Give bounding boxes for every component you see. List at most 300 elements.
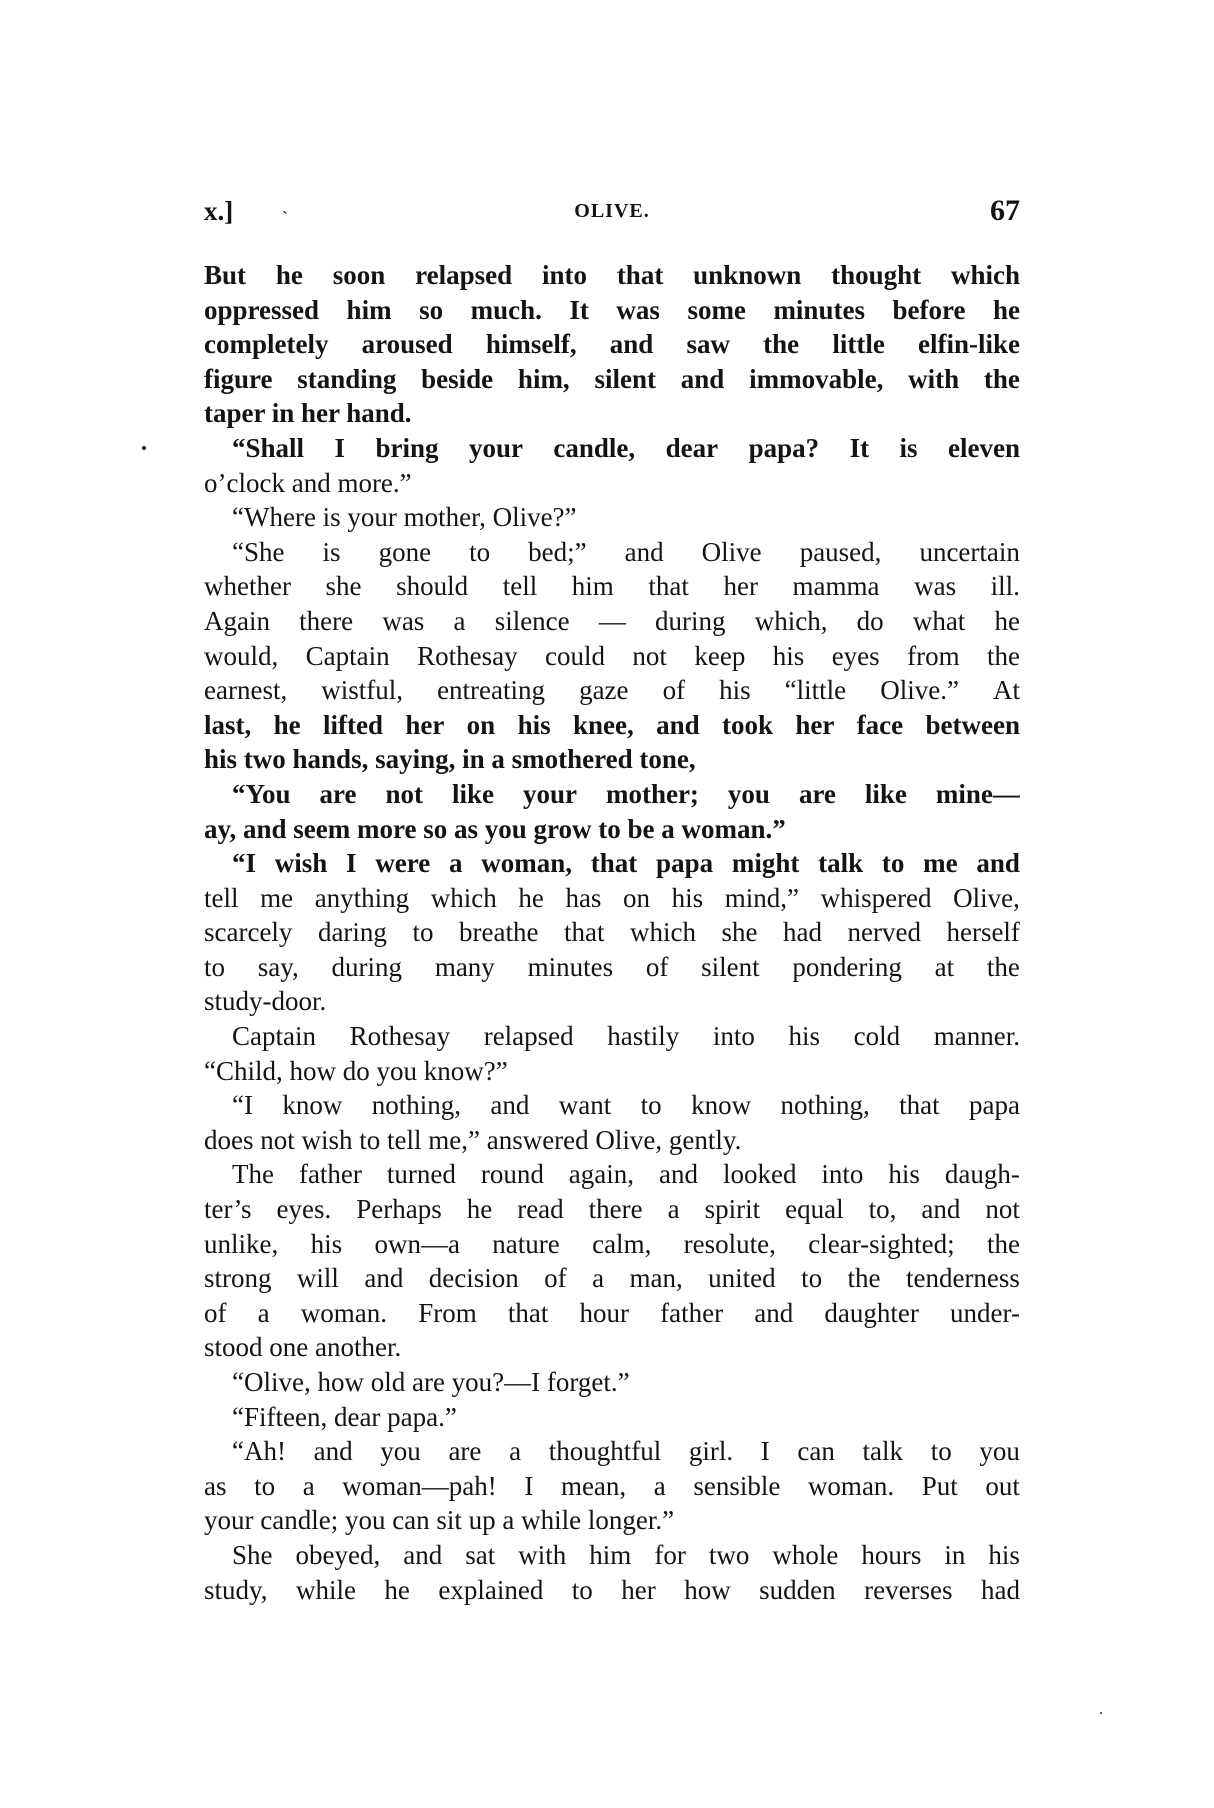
word: clear-sighted; bbox=[808, 1228, 955, 1259]
word: father bbox=[298, 1159, 362, 1190]
word: his bbox=[888, 1159, 920, 1190]
word: him bbox=[346, 294, 392, 325]
word: hour bbox=[579, 1297, 630, 1328]
running-title: OLIVE. bbox=[574, 200, 650, 222]
word: cold bbox=[853, 1021, 901, 1052]
word: turned bbox=[386, 1159, 456, 1190]
word: read bbox=[517, 1194, 564, 1225]
word: nerved bbox=[847, 917, 921, 948]
word: could bbox=[545, 640, 605, 671]
word: paused, bbox=[799, 536, 882, 567]
word: he bbox=[384, 1574, 410, 1605]
word: the bbox=[847, 1263, 881, 1294]
word: mamma bbox=[792, 571, 880, 602]
word: and bbox=[659, 1159, 698, 1190]
word: immovable, bbox=[749, 363, 884, 394]
word: man, bbox=[629, 1263, 683, 1294]
word: and bbox=[754, 1297, 794, 1328]
word: papa bbox=[969, 1090, 1020, 1121]
word: which bbox=[629, 917, 696, 948]
word: oppressed bbox=[204, 294, 320, 325]
word: figure bbox=[204, 363, 273, 394]
word: and bbox=[490, 1090, 530, 1121]
word: anything bbox=[314, 882, 410, 913]
word: scarcely bbox=[204, 917, 293, 948]
word: his bbox=[788, 1021, 821, 1052]
text-line bbox=[204, 915, 1020, 950]
word: he bbox=[994, 605, 1020, 636]
word: of bbox=[645, 951, 669, 982]
word: and bbox=[656, 709, 700, 740]
word: united bbox=[708, 1263, 776, 1294]
word: mine— bbox=[935, 778, 1020, 809]
word: completely bbox=[204, 329, 329, 360]
text-line bbox=[204, 950, 1020, 985]
word: ter’s bbox=[204, 1194, 252, 1225]
word: equal bbox=[785, 1194, 844, 1225]
word: was bbox=[616, 294, 660, 325]
text-line bbox=[204, 1434, 1020, 1469]
word: beside bbox=[421, 363, 494, 394]
word: me bbox=[260, 882, 294, 913]
body-text bbox=[204, 258, 1020, 1607]
word: she bbox=[325, 571, 362, 602]
word: reverses bbox=[864, 1574, 953, 1605]
margin-speck bbox=[1100, 1712, 1102, 1714]
line-text: “Olive, how old are you?—I forget.” bbox=[232, 1367, 630, 1397]
word: a bbox=[302, 1470, 315, 1501]
word: will bbox=[296, 1263, 339, 1294]
word: resolute, bbox=[683, 1228, 776, 1259]
word: woman, bbox=[481, 848, 573, 879]
word: decision bbox=[428, 1263, 519, 1294]
word: with bbox=[908, 363, 960, 394]
word: bring bbox=[375, 432, 439, 463]
word: which bbox=[950, 260, 1020, 290]
word: and bbox=[976, 848, 1020, 879]
word: that bbox=[648, 571, 689, 602]
word: whether bbox=[204, 571, 291, 602]
word: and bbox=[364, 1263, 404, 1294]
word: sudden bbox=[759, 1574, 836, 1605]
word: daugh- bbox=[944, 1159, 1020, 1190]
word: she bbox=[721, 917, 758, 948]
word: are bbox=[798, 778, 836, 809]
text-line bbox=[204, 500, 1020, 535]
margin-dot bbox=[142, 446, 146, 450]
word: to bbox=[204, 951, 226, 982]
word: eyes bbox=[831, 640, 880, 671]
word: last, bbox=[204, 709, 252, 740]
word: “Ah! bbox=[232, 1436, 286, 1467]
text-line bbox=[204, 742, 1020, 777]
word: his bbox=[719, 675, 751, 706]
word: dear bbox=[665, 432, 719, 463]
word: hastily bbox=[607, 1021, 680, 1052]
line-text: study-door. bbox=[204, 986, 327, 1017]
word: can bbox=[797, 1436, 835, 1467]
word: keep bbox=[694, 640, 746, 671]
word: relapsed bbox=[415, 260, 513, 290]
text-line bbox=[204, 569, 1020, 604]
word: of bbox=[204, 1297, 227, 1328]
word: wish bbox=[274, 848, 328, 879]
word: pondering bbox=[792, 951, 902, 982]
word: ill. bbox=[990, 571, 1020, 602]
word: eleven bbox=[947, 432, 1020, 463]
word: saw bbox=[686, 329, 730, 360]
word: silence bbox=[494, 605, 570, 636]
word: under- bbox=[950, 1297, 1020, 1328]
word: Olive.” bbox=[880, 675, 959, 706]
word: the bbox=[986, 1228, 1020, 1259]
word: From bbox=[418, 1297, 477, 1328]
word: at bbox=[934, 951, 955, 982]
word: sat bbox=[465, 1539, 496, 1570]
word: soon bbox=[332, 260, 386, 290]
word: mind,” bbox=[724, 882, 799, 913]
word: “You bbox=[232, 778, 291, 809]
word: and bbox=[921, 1194, 961, 1225]
word: a bbox=[257, 1297, 270, 1328]
text-line bbox=[204, 293, 1020, 328]
word: the bbox=[983, 363, 1020, 394]
word: took bbox=[721, 709, 773, 740]
word: strong bbox=[204, 1263, 272, 1294]
text-line bbox=[204, 1330, 1020, 1365]
word: like bbox=[864, 778, 907, 809]
text-line bbox=[204, 258, 1020, 293]
word: you bbox=[380, 1436, 421, 1467]
chapter-marker: x.] bbox=[204, 196, 234, 226]
text-line bbox=[204, 1503, 1020, 1538]
word: gone bbox=[378, 536, 432, 567]
word: mother; bbox=[605, 778, 699, 809]
text-line bbox=[204, 362, 1020, 397]
word: round bbox=[480, 1159, 544, 1190]
line-text: your candle; you can sit up a while longer.” bbox=[204, 1505, 675, 1536]
word: looked bbox=[722, 1159, 797, 1190]
word: mean, bbox=[560, 1470, 627, 1501]
word: into bbox=[712, 1021, 755, 1052]
word: “Shall bbox=[232, 432, 305, 463]
text-line bbox=[204, 1296, 1020, 1331]
word: silent bbox=[594, 363, 656, 394]
word: unlike, bbox=[204, 1228, 279, 1259]
text-line bbox=[204, 396, 1020, 431]
text-line bbox=[204, 466, 1020, 501]
word: nature bbox=[492, 1228, 560, 1259]
word: explained bbox=[438, 1574, 544, 1605]
word: herself bbox=[946, 917, 1020, 948]
page-number: 67 bbox=[990, 194, 1020, 227]
word: It bbox=[849, 432, 870, 463]
word: there bbox=[588, 1194, 643, 1225]
line-text: does not wish to tell me,” answered Olive, gently. bbox=[204, 1124, 742, 1155]
word: bed;” bbox=[528, 536, 587, 567]
word: eyes. bbox=[276, 1194, 332, 1225]
word: he bbox=[518, 882, 544, 913]
word: know bbox=[691, 1090, 752, 1121]
word: She bbox=[232, 1539, 273, 1570]
line-text: his two hands, saying, in a smothered tone, bbox=[204, 744, 696, 775]
word: sensible bbox=[693, 1470, 781, 1501]
word: for bbox=[654, 1539, 686, 1570]
word: woman. bbox=[807, 1470, 895, 1501]
text-line bbox=[204, 1261, 1020, 1296]
text-line bbox=[204, 327, 1020, 362]
text-line bbox=[204, 777, 1020, 812]
word: his bbox=[310, 1228, 343, 1259]
line-text: ay, and seem more so as you grow to be a woman.” bbox=[204, 813, 786, 844]
word: uncertain bbox=[919, 536, 1020, 567]
word: Rothesay bbox=[349, 1021, 451, 1052]
word: tenderness bbox=[905, 1263, 1020, 1294]
word: woman. bbox=[300, 1297, 388, 1328]
word: your bbox=[522, 778, 577, 809]
word: to bbox=[469, 536, 491, 567]
word: gaze bbox=[579, 675, 629, 706]
word: many bbox=[434, 951, 495, 982]
word: which, bbox=[754, 605, 828, 636]
word: much. bbox=[470, 294, 542, 325]
word: to bbox=[571, 1574, 593, 1605]
word: to bbox=[930, 1436, 952, 1467]
word: talk bbox=[818, 848, 864, 879]
word: on bbox=[466, 709, 496, 740]
text-line bbox=[204, 1019, 1020, 1054]
word: minutes bbox=[773, 294, 865, 325]
text-line bbox=[204, 673, 1020, 708]
line-text: taper in her hand. bbox=[204, 398, 412, 429]
word: before bbox=[892, 294, 966, 325]
word: Captain bbox=[305, 640, 390, 671]
word: aroused bbox=[361, 329, 453, 360]
word: knee, bbox=[572, 709, 634, 740]
line-text: “Child, how do you know?” bbox=[204, 1055, 508, 1086]
word: which bbox=[430, 882, 497, 913]
word: out bbox=[985, 1470, 1020, 1501]
word: a bbox=[449, 848, 463, 879]
word: breathe bbox=[458, 917, 539, 948]
word: whispered bbox=[820, 882, 932, 913]
word: — bbox=[598, 605, 626, 636]
word: papa bbox=[656, 848, 714, 879]
word: and bbox=[609, 329, 654, 360]
word: has bbox=[565, 882, 602, 913]
word: Rothesay bbox=[417, 640, 518, 671]
word: earnest, bbox=[204, 675, 288, 706]
word: and bbox=[313, 1436, 353, 1467]
word: At bbox=[992, 675, 1020, 706]
word: not bbox=[385, 778, 423, 809]
word: spirit bbox=[704, 1194, 761, 1225]
word: to bbox=[801, 1263, 823, 1294]
word: during bbox=[331, 951, 403, 982]
word: into bbox=[821, 1159, 864, 1190]
word: daughter bbox=[824, 1297, 919, 1328]
word: he bbox=[466, 1194, 493, 1225]
text-line bbox=[204, 1054, 1020, 1089]
word: were bbox=[375, 848, 431, 879]
word: him bbox=[571, 571, 614, 602]
word: the bbox=[763, 329, 800, 360]
word: him, bbox=[517, 363, 570, 394]
word: standing bbox=[297, 363, 397, 394]
word: manner. bbox=[933, 1021, 1020, 1052]
word: papa? bbox=[748, 432, 820, 463]
text-line bbox=[204, 1365, 1020, 1400]
word: on bbox=[623, 882, 651, 913]
word: a bbox=[592, 1263, 605, 1294]
word: girl. bbox=[688, 1436, 734, 1467]
word: woman—pah! bbox=[342, 1470, 497, 1501]
word: I bbox=[346, 848, 357, 879]
text-line bbox=[204, 1538, 1020, 1573]
word: Perhaps bbox=[356, 1194, 442, 1225]
word: own—a bbox=[374, 1228, 460, 1259]
word: some bbox=[687, 294, 746, 325]
word: tell bbox=[204, 882, 239, 913]
word: I bbox=[760, 1436, 770, 1467]
word: say, bbox=[257, 951, 299, 982]
word: study, bbox=[204, 1574, 268, 1605]
word: “She bbox=[232, 536, 285, 567]
word: But bbox=[204, 260, 247, 290]
word: that bbox=[899, 1090, 940, 1121]
word: two bbox=[708, 1539, 750, 1570]
word: wistful, bbox=[321, 675, 404, 706]
word: in bbox=[944, 1539, 966, 1570]
text-line bbox=[204, 1157, 1020, 1192]
word: obeyed, bbox=[295, 1539, 381, 1570]
word: the bbox=[986, 951, 1020, 982]
word: nothing, bbox=[371, 1090, 462, 1121]
word: that bbox=[507, 1297, 549, 1328]
word: his bbox=[988, 1539, 1020, 1570]
word: know bbox=[282, 1090, 343, 1121]
word: to bbox=[640, 1090, 662, 1121]
word: Captain bbox=[232, 1021, 316, 1052]
line-text: “Fifteen, dear papa.” bbox=[232, 1401, 457, 1432]
word: from bbox=[907, 640, 960, 671]
text-line bbox=[204, 708, 1020, 743]
word: he bbox=[275, 260, 303, 290]
word: candle, bbox=[553, 432, 636, 463]
text-line bbox=[204, 846, 1020, 881]
word: talk bbox=[862, 1436, 904, 1467]
word: entreating bbox=[437, 675, 546, 706]
word: her bbox=[405, 709, 445, 740]
word: thought bbox=[831, 260, 922, 290]
word: face bbox=[856, 709, 904, 740]
word: is bbox=[322, 536, 341, 567]
word: himself, bbox=[485, 329, 577, 360]
word: lifted bbox=[322, 709, 383, 740]
word: “little bbox=[784, 675, 847, 706]
word: are bbox=[319, 778, 357, 809]
text-line bbox=[204, 639, 1020, 674]
word: me bbox=[923, 848, 958, 879]
word: are bbox=[448, 1436, 482, 1467]
word: daring bbox=[317, 917, 387, 948]
text-line bbox=[204, 1469, 1020, 1504]
word: to, bbox=[868, 1194, 897, 1225]
word: tell bbox=[502, 571, 538, 602]
word: her bbox=[621, 1574, 656, 1605]
word: was bbox=[914, 571, 957, 602]
word: he bbox=[992, 294, 1020, 325]
text-line bbox=[204, 1573, 1020, 1608]
word: silent bbox=[701, 951, 760, 982]
stray-mark: ˎ bbox=[282, 194, 288, 214]
word: with bbox=[518, 1539, 567, 1570]
word: a bbox=[509, 1436, 522, 1467]
word: I bbox=[524, 1470, 534, 1501]
text-line bbox=[204, 1227, 1020, 1262]
word: and bbox=[680, 363, 725, 394]
word: Again bbox=[204, 605, 270, 636]
word: hours bbox=[861, 1539, 922, 1570]
word: relapsed bbox=[483, 1021, 574, 1052]
word: I bbox=[334, 432, 346, 463]
word: as bbox=[204, 1470, 227, 1501]
word: might bbox=[731, 848, 800, 879]
word: that bbox=[563, 917, 605, 948]
text-line bbox=[204, 1123, 1020, 1158]
line-text: o’clock and more.” bbox=[204, 467, 412, 498]
word: father bbox=[660, 1297, 724, 1328]
word: is bbox=[899, 432, 918, 463]
word: him bbox=[589, 1539, 632, 1570]
word: to bbox=[881, 848, 905, 879]
word: his bbox=[517, 709, 551, 740]
word: during bbox=[655, 605, 726, 636]
word: the bbox=[987, 640, 1020, 671]
text-line bbox=[204, 1400, 1020, 1435]
text-line bbox=[204, 431, 1020, 466]
word: to bbox=[412, 917, 434, 948]
word: his bbox=[671, 882, 704, 913]
word: her bbox=[795, 709, 835, 740]
word: while bbox=[295, 1574, 356, 1605]
word: want bbox=[558, 1090, 612, 1121]
line-text: stood one another. bbox=[204, 1332, 402, 1363]
word: of bbox=[662, 675, 686, 706]
word: between bbox=[925, 709, 1020, 740]
word: Olive, bbox=[953, 882, 1020, 913]
word: what bbox=[912, 605, 966, 636]
text-line bbox=[204, 812, 1020, 847]
word: had bbox=[981, 1574, 1020, 1605]
word: that bbox=[590, 848, 638, 879]
word: he bbox=[273, 709, 301, 740]
word: minutes bbox=[527, 951, 614, 982]
word: The bbox=[232, 1159, 274, 1190]
word: into bbox=[541, 260, 587, 290]
word: do bbox=[856, 605, 884, 636]
word: unknown bbox=[693, 260, 802, 290]
word: his bbox=[772, 640, 805, 671]
word: a bbox=[653, 1470, 666, 1501]
word: should bbox=[396, 571, 469, 602]
word: of bbox=[544, 1263, 567, 1294]
text-line bbox=[204, 881, 1020, 916]
word: not bbox=[632, 640, 667, 671]
word: elfin-like bbox=[917, 329, 1020, 360]
word: like bbox=[451, 778, 494, 809]
word: there bbox=[299, 605, 354, 636]
